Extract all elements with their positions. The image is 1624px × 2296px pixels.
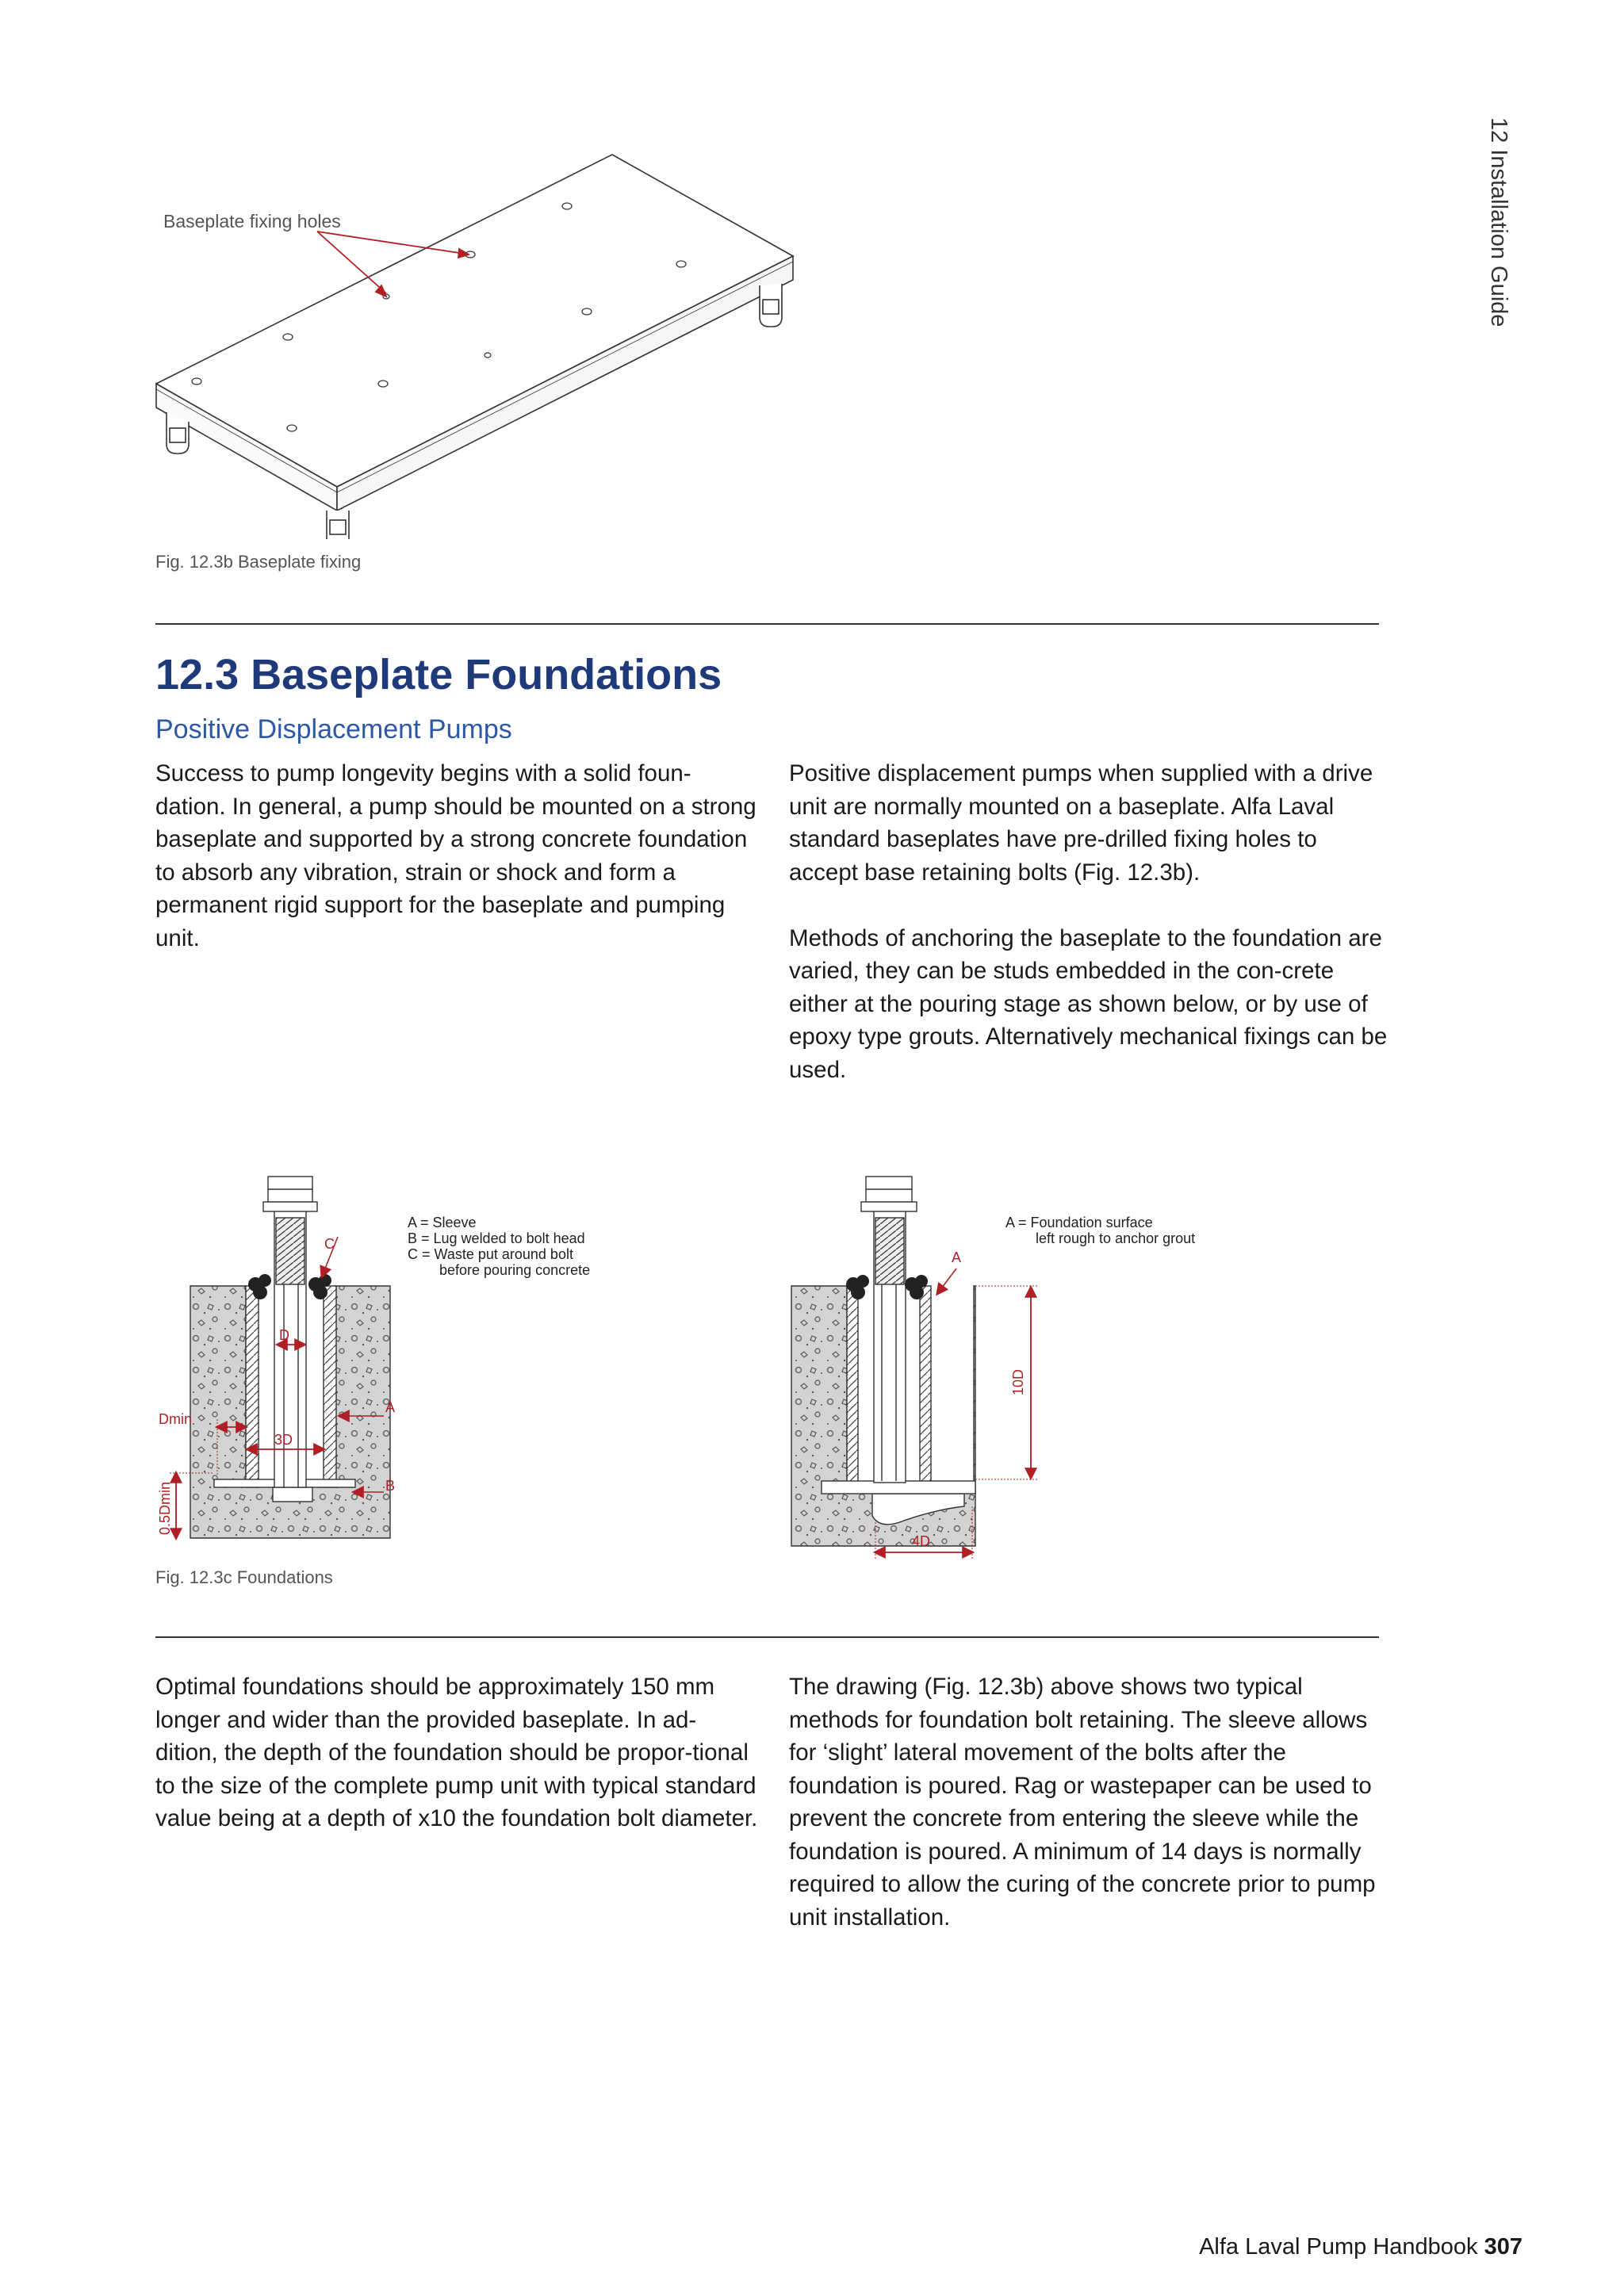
page-number: 307 [1484, 2234, 1522, 2260]
label-b: B [385, 1478, 396, 1494]
legend-line: before pouring concrete [439, 1262, 591, 1278]
label-10d: 10D [1010, 1368, 1026, 1395]
lower-right-column [789, 1670, 1392, 1967]
label-a: A [385, 1399, 396, 1415]
label-a-right: A [952, 1249, 962, 1265]
paragraph: Success to pump longevity begins with a solid foun-dation. In general, a pump should be mounted on a strong baseplate and supported by a strong concrete foundation to absorb any vibration, strain or shock and form a permanent rigid support for the baseplate and pumping unit. [155, 760, 756, 951]
label-4d: 4D [912, 1533, 931, 1549]
intro-right-column [789, 757, 1392, 1119]
chapter-side-tab [1473, 117, 1521, 355]
label-3d: 3D [274, 1432, 293, 1448]
label-d: D [279, 1327, 289, 1343]
paragraph: The drawing (Fig. 12.3b) above shows two typical methods for foundation bolt retaining. The sleeve allows for ‘slight’ lateral movement of the bolts after the foundation is poured. Rag or wastepaper can be used to prevent the concrete from entering the sleeve while the foundation is poured. A minimum of 14 days is normally required to allow the curing of the concrete prior to pump unit installation. [789, 1674, 1376, 1931]
figure-callout-label: Baseplate fixing holes [163, 211, 341, 232]
section-subtitle: Positive Displacement Pumps [155, 714, 512, 744]
book-title: Alfa Laval Pump Handbook [1199, 2234, 1478, 2260]
page-footer [1071, 2234, 1522, 2260]
paragraph: Positive displacement pumps when supplied with a drive unit are normally mounted on a baseplate. Alfa Laval standard baseplates have pre-drilled fixing holes to accept base retaining bolts (Fig. 12.3b). [789, 760, 1373, 886]
legend-line: B = Lug welded to bolt head [408, 1230, 585, 1246]
chapter-tab-label: 12 Installation Guide [1486, 117, 1511, 327]
legend-line: left rough to anchor grout [1036, 1230, 1196, 1246]
label-dmin: Dmin [159, 1411, 193, 1427]
foundations-figure [155, 1165, 1218, 1578]
paragraph: Optimal foundations should be approximately 150 mm longer and wider than the provided baseplate. In ad-dition, the depth of the foundation should be propor-tional to the size of the complete pump unit with typical standard value being at a depth of x10 the foundation bolt diameter. [155, 1674, 758, 1831]
figure-caption: Fig. 12.3b Baseplate fixing [155, 552, 362, 572]
section-divider [155, 1636, 1379, 1638]
legend-line: A = Foundation surface [1005, 1215, 1153, 1230]
lower-left-column [155, 1670, 758, 1868]
baseplate-figure [151, 143, 809, 539]
label-c: C [324, 1236, 335, 1252]
label-half-dmin: 0.5Dmin [157, 1481, 173, 1535]
section-divider [155, 623, 1379, 625]
legend-line: C = Waste put around bolt [408, 1246, 573, 1262]
intro-left-column [155, 757, 758, 988]
section-title: 12.3 Baseplate Foundations [155, 651, 722, 698]
figure-caption: Fig. 12.3c Foundations [155, 1567, 333, 1587]
legend-line: A = Sleeve [408, 1215, 477, 1230]
paragraph: Methods of anchoring the baseplate to the foundation are varied, they can be studs embedded in the con-crete either at the pouring stage as shown below, or by use of epoxy type grouts. Alternatively mechanical fixings can be used. [789, 924, 1388, 1083]
